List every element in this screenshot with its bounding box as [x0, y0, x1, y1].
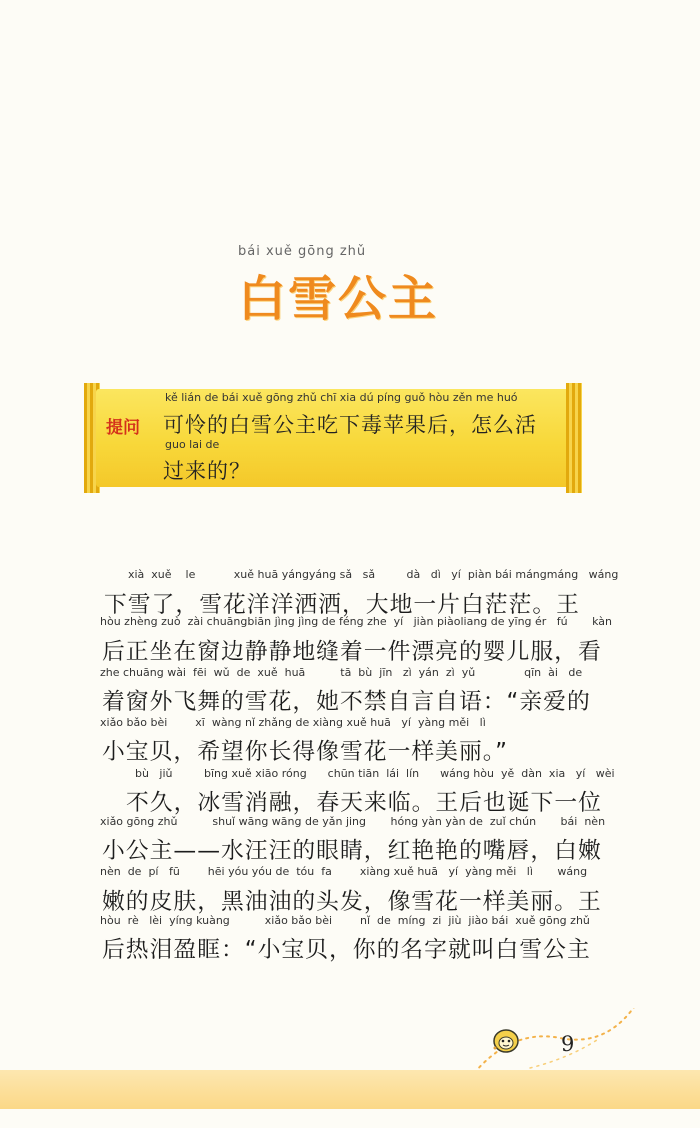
story-line-6: 小公主——水汪汪的眼睛，红艳艳的嘴唇，白嫩: [102, 838, 602, 864]
question-text-1: 可怜的白雪公主吃下毒苹果后，怎么活: [163, 413, 537, 437]
story-line-1: 下雪了，雪花洋洋洒洒，大地一片白茫茫。王: [104, 592, 580, 618]
story-line-3: 着窗外飞舞的雪花，她不禁自言自语：“亲爱的: [102, 689, 591, 715]
story-line-8: 后热泪盈眶：“小宝贝，你的名字就叫白雪公主: [102, 937, 591, 963]
footer-band: [0, 1070, 700, 1109]
story-line-2: 后正坐在窗边静静地缝着一件漂亮的婴儿服，看: [102, 639, 602, 665]
decorative-dotted-curve: [470, 1008, 700, 1128]
story-pinyin-7: nèn de pí fū hēi yóu yóu de tóu fa xiàng xuě huā yí yàng měi lì wáng: [100, 865, 588, 878]
story-pinyin-2: hòu zhèng zuò zài chuāngbiān jìng jìng de féng zhe yí jiàn piàoliang de yīng ér fú kàn: [100, 615, 613, 628]
story-pinyin-4: xiǎo bǎo bèi xī wàng nǐ zhǎng de xiàng xuě huā yí yàng měi lì: [100, 716, 486, 729]
page-title: 白雪公主: [238, 271, 439, 327]
story-line-5: 不久，冰雪消融，春天来临。王后也诞下一位: [126, 790, 602, 816]
title-pinyin: bái xuě gōng zhǔ: [238, 244, 367, 259]
question-text-2: 过来的？: [163, 459, 251, 483]
story-pinyin-3: zhe chuāng wài fēi wǔ de xuě huā tā bù jīn zì yán zì yǔ qīn ài de: [100, 666, 583, 679]
story-pinyin-6: xiǎo gōng zhǔ shuǐ wāng wāng de yǎn jing hóng yàn yàn de zuǐ chún bái nèn: [100, 815, 606, 828]
story-pinyin-8: hòu rè lèi yíng kuàng xiǎo bǎo bèi nǐ de míng zi jiù jiào bái xuě gōng zhǔ: [100, 914, 590, 927]
story-pinyin-1: xià xuě le xuě huā yángyáng sǎ sǎ dà dì yí piàn bái mángmáng wáng: [100, 568, 619, 581]
scroll-roll-right: [566, 383, 582, 493]
story-line-4: 小宝贝，希望你长得像雪花一样美丽。”: [102, 739, 508, 765]
sheep-face-icon: [492, 1028, 520, 1054]
question-label: 提问: [106, 418, 140, 438]
question-pinyin-1: kě lián de bái xuě gōng zhǔ chī xia dú píng guǒ hòu zěn me huó: [165, 391, 518, 404]
story-pinyin-5: bù jiǔ bīng xuě xiāo róng chūn tiān lái lín wáng hòu yě dàn xia yí wèi: [100, 767, 615, 780]
question-banner: [84, 383, 582, 493]
page-number: 9: [561, 1032, 575, 1056]
question-pinyin-2: guo lai de: [165, 438, 220, 451]
story-line-7: 嫩的皮肤，黑油油的头发，像雪花一样美丽。王: [102, 889, 602, 915]
